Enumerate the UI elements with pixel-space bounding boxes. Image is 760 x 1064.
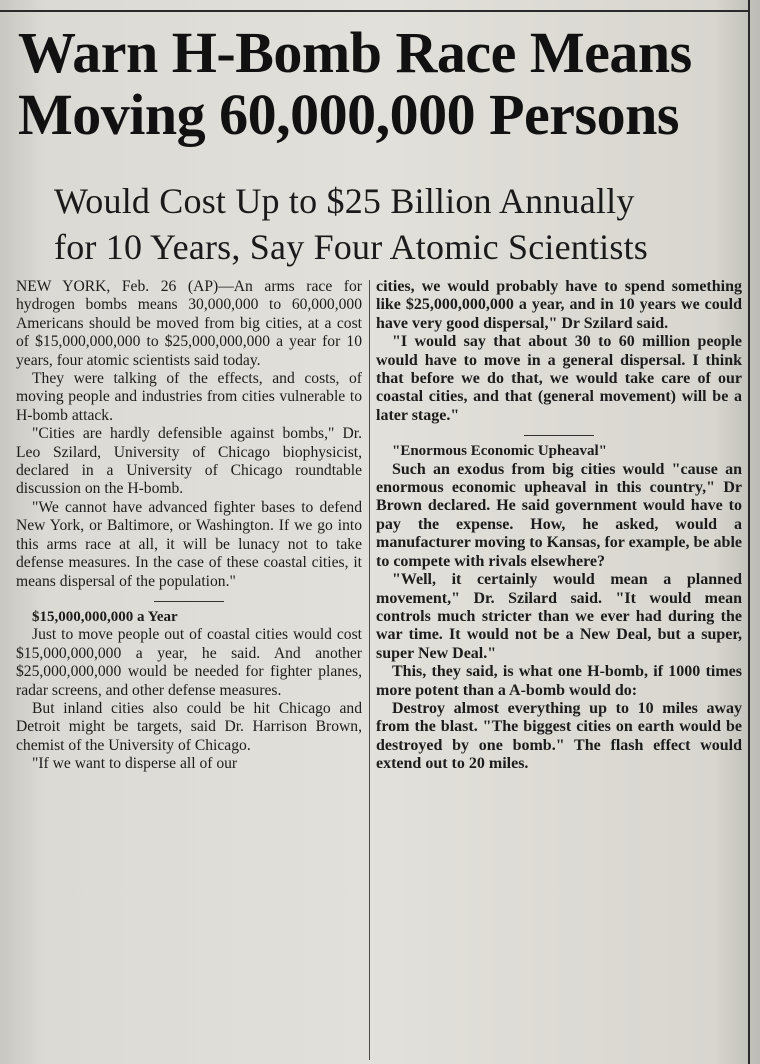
article-paragraph: "Well, it certainly would mean a planned movement," Dr. Szilard said. "It would mean controls much stricter than we ever had during the war time. It would not be a New Deal, but a super, super New Deal." [376,571,742,662]
section-rule [524,435,594,436]
column-divider [369,280,370,1060]
headline [18,22,730,146]
deck-line-2: for 10 Years, Say Four Atomic Scientists [54,227,649,267]
top-border-rule [0,10,748,12]
article-paragraph: This, they said, is what one H-bomb, if 1000 times more potent than a A-bomb would do: [376,663,742,699]
article-paragraph: "If we want to disperse all of our [32,755,238,773]
article-paragraph: Such an exodus from big cities would "cause an enormous economic upheaval in this country," Dr Brown declared. He said government would have to pay the expense. How, he asked, would a manufacturer moving to Kansas, for example, be able to compete with rivals elsewhere? [376,460,742,570]
article-paragraph: "We cannot have advanced fighter bases to defend New York, or Baltimore, or Washington. If we go into this arms race at all, it will be lunacy not to take defense measures. In the case of these coastal cities, it means dispersal of the population." [16,498,362,590]
headline-line-2: Moving 60,000,000 Persons [18,82,679,147]
article-paragraph: Just to move people out of coastal cities would cost $15,000,000,000 a year, he said. And another $25,000,000,000 would be needed for fighter planes, radar screens, and other defense measures. [16,626,362,699]
article-paragraph: "Cities are hardly defensible against bombs," Dr. Leo Szilard, University of Chicago biophysicist, declared in a University of Chicago roundtable discussion on the H-bomb. [16,425,362,498]
right-column [376,278,742,774]
article-paragraph: "I would say that about 30 to 60 million people would have to move in a general dispersal. I think that before we do that, we would take care of our coastal cities, and that (general movement) will be a later stage." [376,333,742,424]
headline-line-1: Warn H-Bomb Race Means [18,20,692,85]
deck-line-1: Would Cost Up to $25 Billion Annually [54,181,635,221]
section-subhead: "Enormous Economic Upheaval" [392,443,608,460]
right-border-rule [748,0,750,1064]
subheadline-deck [54,178,754,270]
section-subhead: $15,000,000,000 a Year [32,608,178,625]
section-rule [154,601,224,602]
article-paragraph: NEW YORK, Feb. 26 (AP)—An arms race for hydrogen bombs means 30,000,000 to 60,000,000 Americans should be moved from big cities, at a cost of $15,000,000,000 to $25,000,000,000 a year for 10 years, four atomic scientists said today. [16,278,362,369]
article-paragraph: They were talking of the effects, and costs, of moving people and industries from cities vulnerable to H-bomb attack. [16,370,362,424]
left-column [16,278,362,774]
article-paragraph: Destroy almost everything up to 10 miles away from the blast. "The biggest cities on earth would be destroyed by one bomb." The flash effect would extend out to 20 miles. [376,699,742,773]
article-paragraph: cities, we would probably have to spend something like $25,000,000,000 a year, and in 10 years we could have very good dispersal," Dr Szilard said. [376,278,742,332]
article-paragraph: But inland cities also could be hit Chicago and Detroit might be targets, said Dr. Harrison Brown, chemist of the University of Chicago. [16,699,362,754]
